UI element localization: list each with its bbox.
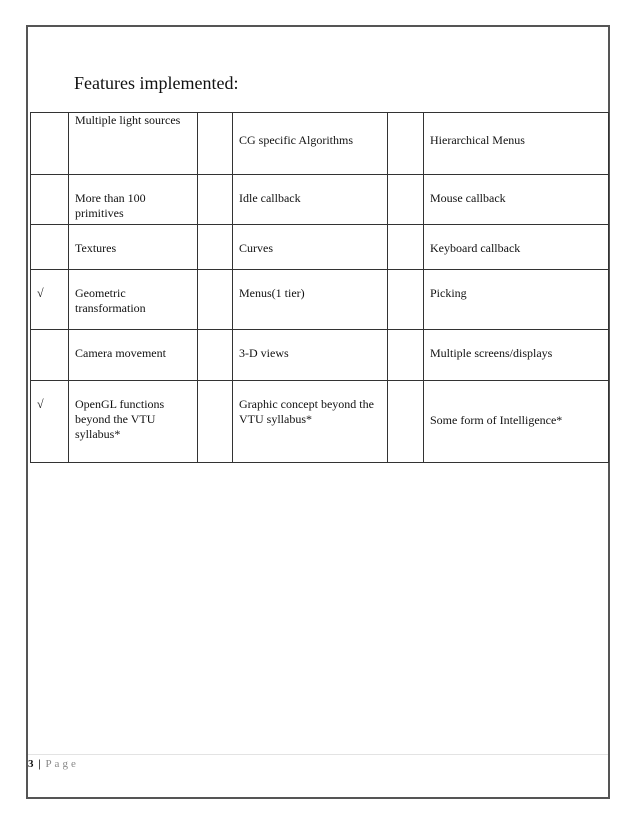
check-cell: √ — [31, 381, 69, 463]
check-cell — [198, 175, 233, 225]
check-cell — [198, 225, 233, 270]
check-cell — [198, 113, 233, 175]
feature-cell: Hierarchical Menus — [424, 113, 609, 175]
feature-cell: CG specific Algorithms — [233, 113, 388, 175]
feature-cell: More than 100 primitives — [69, 175, 198, 225]
check-cell — [388, 270, 424, 330]
features-table — [30, 112, 609, 463]
check-cell — [31, 175, 69, 225]
feature-cell: Geometric transformation — [69, 270, 198, 330]
feature-cell: Multiple light sources — [69, 113, 198, 175]
feature-cell: Graphic concept beyond the VTU syllabus* — [233, 381, 388, 463]
page-label: Page — [45, 758, 79, 770]
page-footer — [28, 758, 79, 770]
feature-cell: Some form of Intelligence* — [424, 381, 609, 463]
feature-cell: Curves — [233, 225, 388, 270]
table-row — [31, 113, 609, 175]
check-cell — [31, 330, 69, 381]
check-cell — [31, 225, 69, 270]
feature-cell: Mouse callback — [424, 175, 609, 225]
check-cell — [198, 270, 233, 330]
check-cell — [388, 113, 424, 175]
feature-cell: Keyboard callback — [424, 225, 609, 270]
check-cell — [388, 175, 424, 225]
footer-divider — [28, 754, 608, 755]
check-cell — [31, 113, 69, 175]
feature-cell: Picking — [424, 270, 609, 330]
check-cell — [198, 381, 233, 463]
feature-cell: OpenGL functions beyond the VTU syllabus* — [69, 381, 198, 463]
section-heading: Features implemented: — [74, 73, 239, 93]
table-row — [31, 175, 609, 225]
table-row — [31, 330, 609, 381]
feature-cell: 3-D views — [233, 330, 388, 381]
feature-cell: Multiple screens/displays — [424, 330, 609, 381]
table-row — [31, 225, 609, 270]
page-number: 3 — [28, 758, 34, 770]
table-row — [31, 270, 609, 330]
check-cell — [388, 330, 424, 381]
check-cell: √ — [31, 270, 69, 330]
feature-cell: Menus(1 tier) — [233, 270, 388, 330]
check-cell — [388, 225, 424, 270]
feature-cell: Textures — [69, 225, 198, 270]
feature-cell: Camera movement — [69, 330, 198, 381]
footer-separator: | — [38, 758, 41, 770]
table-row — [31, 381, 609, 463]
check-cell — [388, 381, 424, 463]
feature-cell: Idle callback — [233, 175, 388, 225]
check-cell — [198, 330, 233, 381]
